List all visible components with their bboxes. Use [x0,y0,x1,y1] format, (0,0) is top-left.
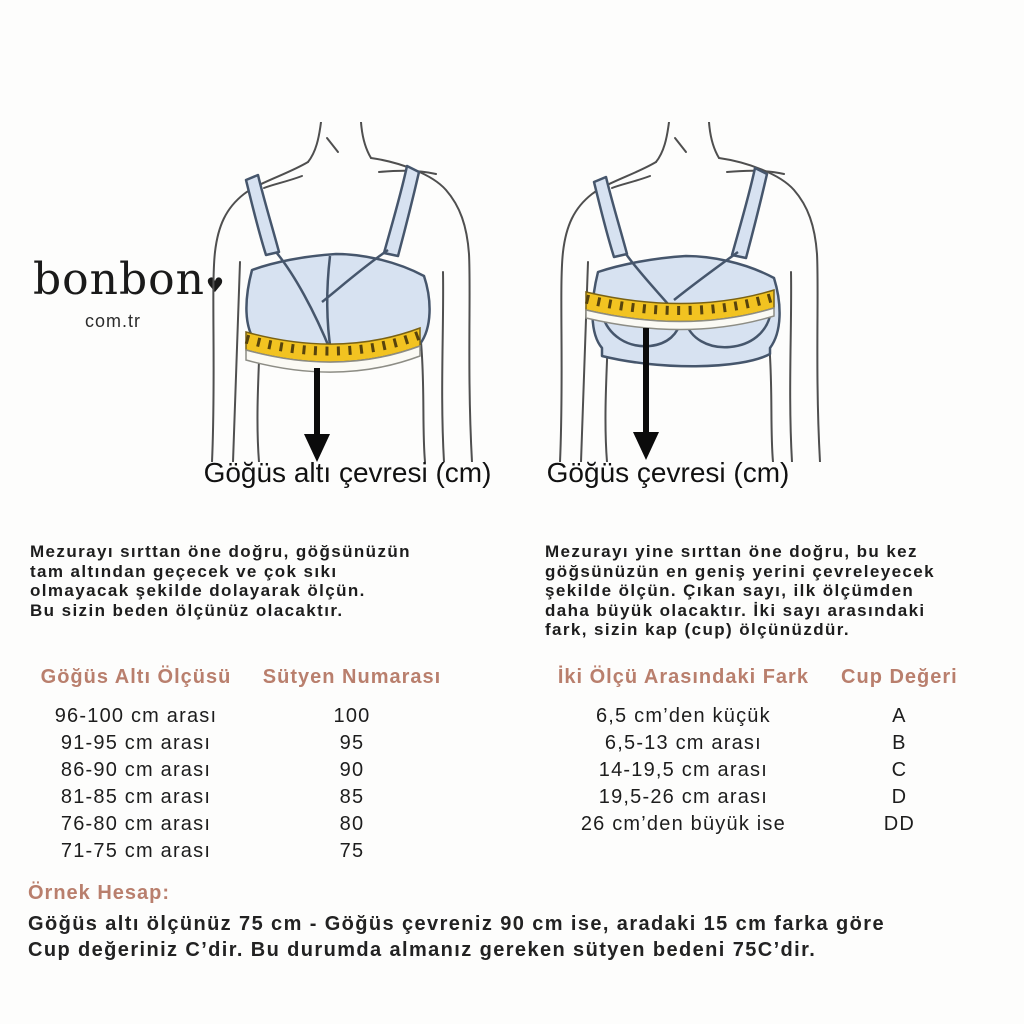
band-table-header-size: Sütyen Numarası [262,666,442,688]
down-arrow-icon [304,368,330,462]
band-range-cell: 91-95 cm arası [60,732,212,754]
table-row [28,730,460,757]
band-range-cell: 86-90 cm arası [60,759,212,781]
band-size-cell: 80 [339,813,365,835]
band-range-cell: 96-100 cm arası [54,705,218,727]
bust-label: Göğüs çevresi (cm) [546,457,790,488]
description-line: şekilde ölçün. Çıkan sayı, ilk ölçümden [545,581,915,600]
table-row [28,703,460,730]
underbust-description [30,542,500,620]
difference-cell: 6,5-13 cm arası [604,732,762,754]
band-size-cell: 95 [339,732,365,754]
cup-value-cell: A [892,705,907,727]
brand-domain: com.tr [84,311,141,331]
table-row [28,838,460,865]
description-line: göğsünüzün en geniş yerini çevreleyecek [545,561,936,581]
difference-cell: 19,5-26 cm arası [598,786,769,808]
description-line: Mezurayı sırttan öne doğru, göğsünüzün [30,542,411,561]
underbust-label: Göğüs altı çevresi (cm) [203,457,492,488]
table-row [28,757,460,784]
description-line: tam altından geçecek ve çok sıkı [30,561,338,581]
description-line: Bu sizin beden ölçünüz olacaktır. [30,600,344,620]
band-range-cell: 76-80 cm arası [60,813,212,835]
example-line: Cup değeriniz C’dir. Bu durumda almanız gereken sütyen bedeni 75C’dir. [28,939,817,961]
band-size-cell: 75 [339,840,365,862]
cup-size-table [543,666,975,838]
table-row [543,703,975,730]
bust-measurement-illustration [528,122,848,462]
bust-description [545,542,1015,640]
example-title: Örnek Hesap: [28,882,171,904]
band-size-cell: 100 [333,705,371,727]
band-size-cell: 90 [339,759,365,781]
example-line: Göğüs altı ölçünüz 75 cm - Göğüs çevreniz 90 cm ise, aradaki 15 cm farka göre [28,913,885,935]
table-row [28,811,460,838]
cup-value-cell: C [891,759,908,781]
cup-table-header-difference: İki Ölçü Arasındaki Fark [557,666,809,688]
heart-icon: ♥ [206,273,225,297]
difference-cell: 26 cm’den büyük ise [580,813,786,835]
brand-wordmark: bonbon [33,254,205,305]
bra-graphic [592,168,779,366]
table-row [543,757,975,784]
brand-name [33,254,225,307]
table-row [28,784,460,811]
band-range-cell: 81-85 cm arası [60,786,212,808]
description-line: olmayacak şekilde dolayarak ölçün. [30,581,366,600]
underbust-measurement-illustration [180,122,500,462]
description-line: Mezurayı yine sırttan öne doğru, bu kez [545,542,918,561]
bra-graphic [246,166,430,361]
cup-table-header-cup: Cup Değeri [841,666,958,688]
brand-logo [33,254,225,332]
table-row [543,784,975,811]
cup-value-cell: D [891,786,908,808]
band-range-cell: 71-75 cm arası [60,840,212,862]
cup-value-cell: B [892,732,907,754]
difference-cell: 14-19,5 cm arası [598,759,769,781]
description-line: fark, sizin kap (cup) ölçünüzdür. [545,620,851,639]
example-calculation [28,882,1008,963]
band-size-cell: 85 [339,786,365,808]
cup-value-cell: DD [883,813,916,835]
difference-cell: 6,5 cm’den küçük [595,705,771,727]
band-table-header-measure: Göğüs Altı Ölçüsü [40,666,232,688]
table-row [543,811,975,838]
table-row [543,730,975,757]
band-size-table [28,666,460,865]
description-line: daha büyük olacaktır. İki sayı arasındaki [545,600,926,620]
